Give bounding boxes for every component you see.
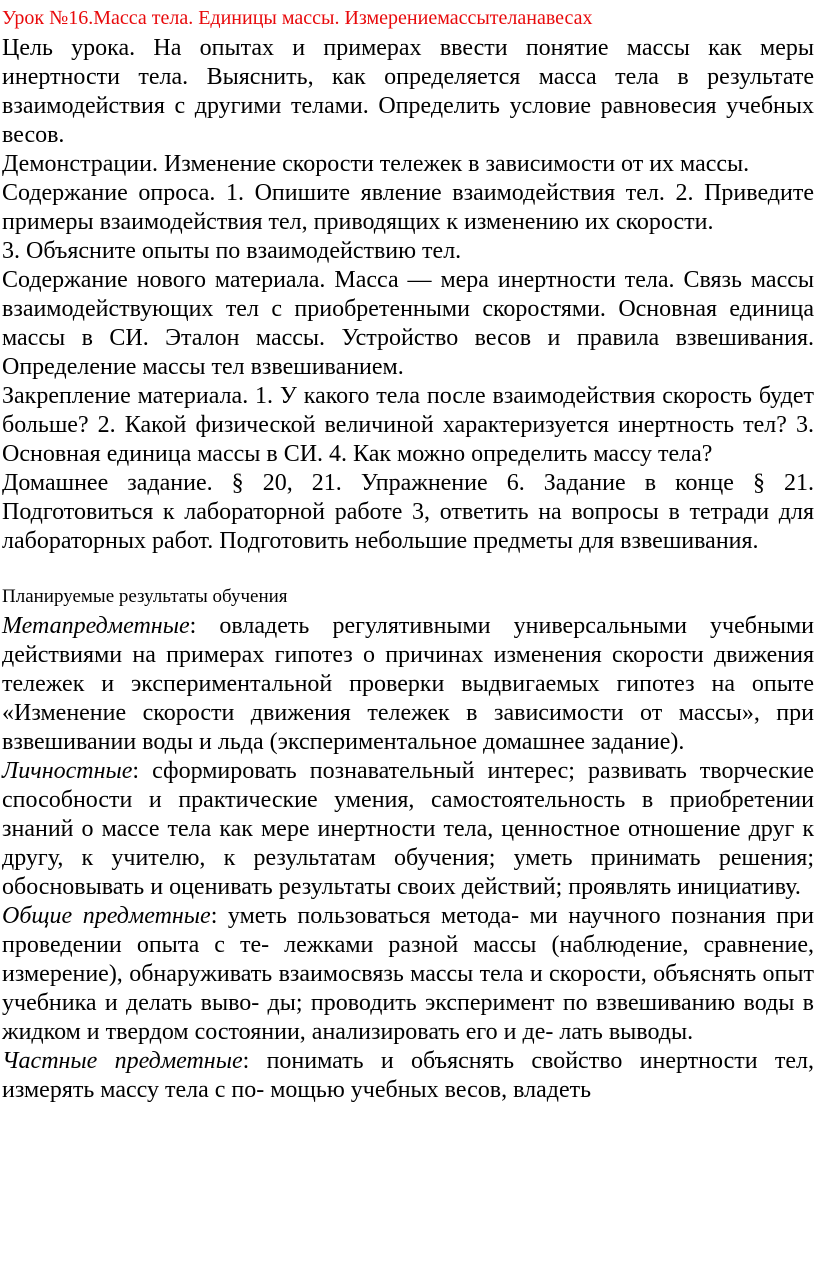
learning-results	[2, 612, 814, 1105]
result-specific-subject	[2, 1047, 814, 1105]
result-text: : овладеть регулятивными универсальными учебными действиями на примерах гипотез о причинах изменения скорости движения тележек и экспериментальной проверки выдвигаемых гипотез на опыте «Изменение скорости движения тележек в зависимости от массы», при взвешивании воды и льда (экспериментальное домашнее задание).	[2, 613, 814, 755]
result-text: : уметь пользоваться метода- ми научного познания при проведении опыта с те- лежками разной массы (наблюдение, сравнение, измерение), обнаруживать взаимосвязь массы тела и скорости, объяснять опыт учебника и делать выво- ды; проводить эксперимент по взвешиванию воды в жидком и твердом состоянии, анализировать его и де- лать выводы.	[2, 903, 814, 1045]
result-lead: Общие предметные	[2, 903, 211, 929]
result-text: : сформировать познавательный интерес; развивать творческие способности и практические умения, самостоятельность в приобретении знаний о массе тела как мере инертности тела, ценностное отношение друг к другу, к учителю, к результатам обучения; уметь принимать решения; обосновывать и оценивать результаты своих действий; проявлять инициативу.	[2, 758, 814, 900]
result-lead: Частные предметные	[2, 1048, 243, 1074]
survey-content-paragraph: Содержание опроса. 1. Опишите явление взаимодействия тел. 2. Приведите примеры взаимодействия тел, приводящих к изменению их скорости.	[2, 180, 814, 235]
result-text: : понимать и объяснять свойство инертности тел, измерять массу тела с по- мощью учебных весов, владеть	[2, 1048, 814, 1103]
result-lead: Личностные	[2, 758, 133, 784]
new-material-paragraph: Содержание нового материала. Масса — мера инертности тела. Связь массы взаимодействующих тел с приобретенными скоростями. Основная единица массы в СИ. Эталон массы. Устройство весов и правила взвешивания. Определение массы тел взвешиванием.	[2, 267, 814, 380]
result-lead: Метапредметные	[2, 613, 190, 639]
result-metasubject	[2, 612, 814, 757]
result-general-subject	[2, 902, 814, 1047]
lesson-title: Урок №16.Масса тела. Единицы массы. Измерениемассытеланавесах	[2, 7, 593, 29]
reinforcement-paragraph: Закрепление материала. 1. У какого тела после взаимодействия скорость будет больше? 2. Какой физической величиной характеризуется инертность тел? 3. Основная единица массы в СИ. 4. Как можно определить массу тела?	[2, 383, 814, 467]
survey-question-3: 3. Объясните опыты по взаимодействию тел.	[2, 238, 462, 264]
lesson-plan	[2, 34, 814, 556]
results-heading: Планируемые результаты обучения	[2, 586, 288, 607]
section-gap	[2, 556, 814, 585]
lesson-goal-paragraph: Цель урока. На опытах и примерах ввести понятие массы как меры инертности тела. Выяснить, как определяется масса тела в результате взаимодействия с другими телами. Определить условие равновесия учебных весов.	[2, 35, 814, 148]
demonstrations-paragraph: Демонстрации. Изменение скорости тележек в зависимости от их массы.	[2, 151, 750, 177]
result-personal	[2, 757, 814, 902]
homework-paragraph: Домашнее задание. § 20, 21. Упражнение 6. Задание в конце § 21. Подготовиться к лабораторной работе 3, ответить на вопросы в тетради для лабораторных работ. Подготовить небольшие предметы для взвешивания.	[2, 470, 814, 554]
